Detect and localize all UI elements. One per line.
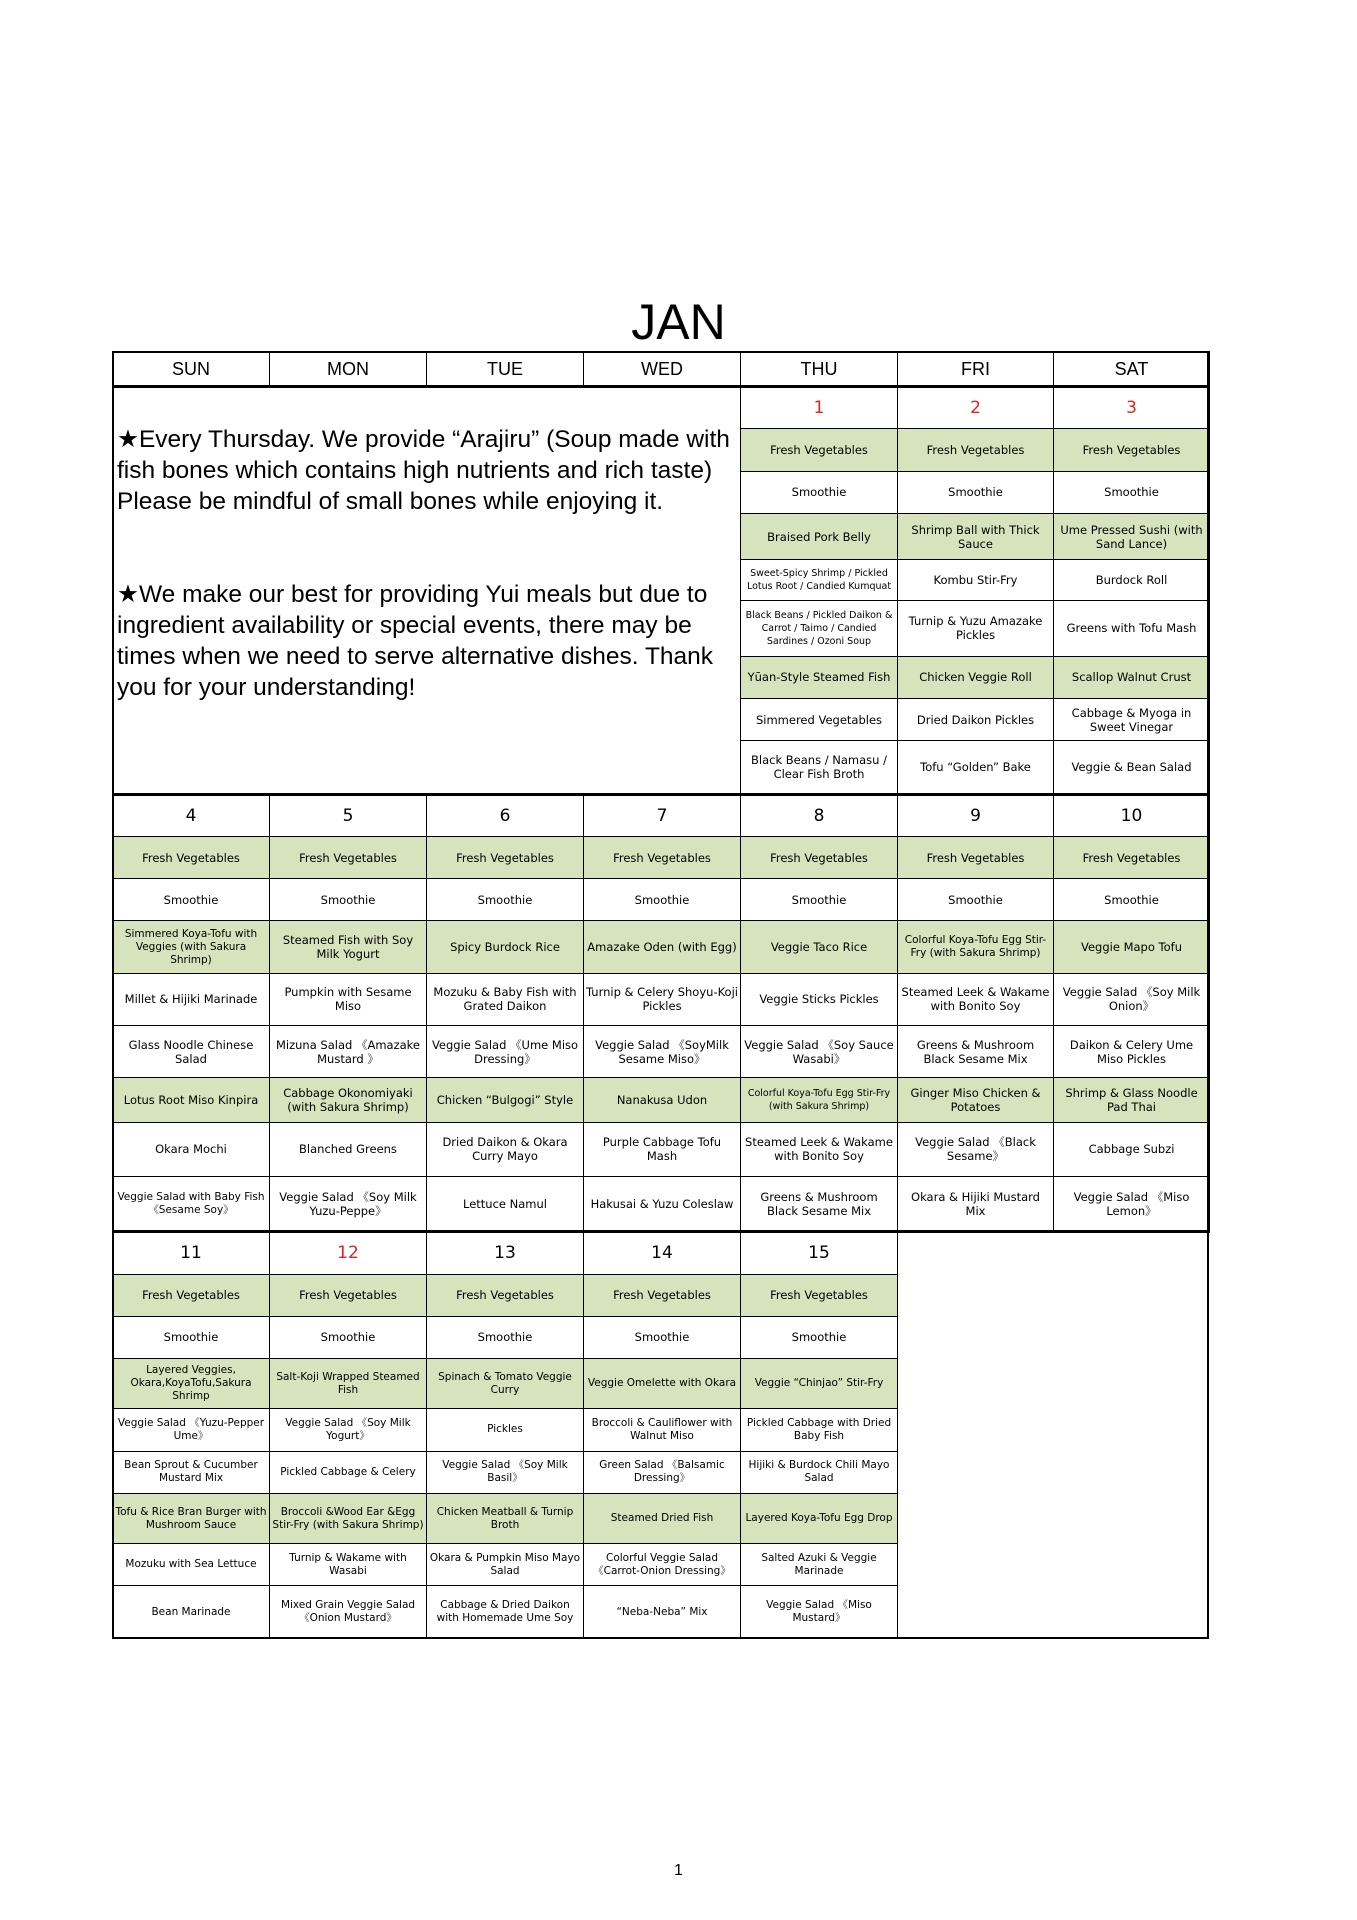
day-number: 9 bbox=[898, 794, 1054, 836]
menu-cell: Fresh Vegetables bbox=[741, 429, 898, 471]
menu-cell: Fresh Vegetables bbox=[270, 1274, 427, 1316]
menu-cell: Turnip & Celery Shoyu-Koji Pickles bbox=[584, 973, 741, 1025]
day-number: 2 bbox=[898, 387, 1054, 429]
day-number: 8 bbox=[741, 794, 898, 836]
menu-cell: Scallop Walnut Crust bbox=[1054, 656, 1210, 698]
menu-cell: Millet & Hijiki Marinade bbox=[113, 973, 270, 1025]
weekday-fri: FRI bbox=[898, 352, 1054, 387]
day-number: 11 bbox=[113, 1232, 270, 1274]
menu-cell: Mizuna Salad 《Amazake Mustard 》 bbox=[270, 1026, 427, 1078]
menu-cell: Tofu & Rice Bran Burger with Mushroom Sauce bbox=[113, 1493, 270, 1543]
menu-cell: Steamed Leek & Wakame with Bonito Soy bbox=[898, 973, 1054, 1025]
day-number: 10 bbox=[1054, 794, 1210, 836]
menu-cell: Fresh Vegetables bbox=[113, 836, 270, 878]
menu-cell: Ginger Miso Chicken & Potatoes bbox=[898, 1078, 1054, 1122]
menu-cell: Cabbage & Myoga in Sweet Vinegar bbox=[1054, 699, 1210, 741]
menu-cell: Cabbage Okonomiyaki (with Sakura Shrimp) bbox=[270, 1078, 427, 1122]
menu-cell: Cabbage & Dried Daikon with Homemade Ume Soy bbox=[427, 1586, 584, 1639]
day-number: 5 bbox=[270, 794, 427, 836]
menu-cell: Veggie Sticks Pickles bbox=[741, 973, 898, 1025]
menu-cell: Steamed Leek & Wakame with Bonito Soy bbox=[741, 1122, 898, 1176]
menu-cell: Simmered Koya-Tofu with Veggies (with Sakura Shrimp) bbox=[113, 921, 270, 973]
menu-cell: Turnip & Wakame with Wasabi bbox=[270, 1544, 427, 1586]
menu-cell: Mozuku with Sea Lettuce bbox=[113, 1544, 270, 1586]
menu-cell: Veggie & Bean Salad bbox=[1054, 741, 1210, 794]
day-number: 6 bbox=[427, 794, 584, 836]
notice-alternatives: ★We make our best for providing Yui meals but due to ingredient availability or special events, there may be times when we need to serve alternative dishes. Thank you for your understanding! bbox=[117, 581, 714, 702]
menu-cell: Smoothie bbox=[270, 1316, 427, 1358]
day-number: 13 bbox=[427, 1232, 584, 1274]
menu-cell: Dried Daikon & Okara Curry Mayo bbox=[427, 1122, 584, 1176]
menu-cell: Colorful Koya-Tofu Egg Stir-Fry (with Sakura Shrimp) bbox=[741, 1078, 898, 1122]
menu-cell: Mozuku & Baby Fish with Grated Daikon bbox=[427, 973, 584, 1025]
menu-cell: Veggie Salad 《Soy Milk Yuzu-Peppe》 bbox=[270, 1176, 427, 1231]
day-number: 3 bbox=[1054, 387, 1210, 429]
menu-cell: Mixed Grain Veggie Salad 《Onion Mustard》 bbox=[270, 1586, 427, 1639]
menu-cell: Salted Azuki & Veggie Marinade bbox=[741, 1544, 898, 1586]
empty-area bbox=[898, 1232, 1210, 1639]
menu-cell: Dried Daikon Pickles bbox=[898, 699, 1054, 741]
menu-cell: Okara & Pumpkin Miso Mayo Salad bbox=[427, 1544, 584, 1586]
menu-cell: Smoothie bbox=[584, 879, 741, 921]
menu-cell: Burdock Roll bbox=[1054, 560, 1210, 600]
menu-cell: Fresh Vegetables bbox=[1054, 836, 1210, 878]
menu-cell: Veggie Salad 《Black Sesame》 bbox=[898, 1122, 1054, 1176]
menu-cell: Shrimp Ball with Thick Sauce bbox=[898, 513, 1054, 559]
menu-cell: Smoothie bbox=[898, 879, 1054, 921]
menu-cell: Ume Pressed Sushi (with Sand Lance) bbox=[1054, 513, 1210, 559]
menu-cell: Pumpkin with Sesame Miso bbox=[270, 973, 427, 1025]
menu-cell: Broccoli &Wood Ear &Egg Stir-Fry (with Sakura Shrimp) bbox=[270, 1493, 427, 1543]
weekday-tue: TUE bbox=[427, 352, 584, 387]
menu-cell: Veggie Salad 《Miso Mustard》 bbox=[741, 1586, 898, 1639]
menu-cell: Smoothie bbox=[741, 879, 898, 921]
menu-cell: Bean Sprout & Cucumber Mustard Mix bbox=[113, 1451, 270, 1493]
menu-cell: Simmered Vegetables bbox=[741, 699, 898, 741]
menu-cell: Black Beans / Pickled Daikon & Carrot / Taimo / Candied Sardines / Ozoni Soup bbox=[741, 600, 898, 656]
menu-cell: Veggie “Chinjao” Stir-Fry bbox=[741, 1359, 898, 1409]
menu-cell: Broccoli & Cauliflower with Walnut Miso bbox=[584, 1409, 741, 1451]
menu-cell: Chicken Meatball & Turnip Broth bbox=[427, 1493, 584, 1543]
menu-cell: Tofu “Golden” Bake bbox=[898, 741, 1054, 794]
menu-cell: Pickled Cabbage with Dried Baby Fish bbox=[741, 1409, 898, 1451]
menu-cell: Veggie Salad 《Soy Milk Onion》 bbox=[1054, 973, 1210, 1025]
menu-cell: Spicy Burdock Rice bbox=[427, 921, 584, 973]
menu-cell: Greens with Tofu Mash bbox=[1054, 600, 1210, 656]
menu-cell: Smoothie bbox=[113, 1316, 270, 1358]
weekday-sun: SUN bbox=[113, 352, 270, 387]
menu-cell: Veggie Salad 《Yuzu-Pepper Ume》 bbox=[113, 1409, 270, 1451]
day-number: 14 bbox=[584, 1232, 741, 1274]
menu-cell: Smoothie bbox=[270, 879, 427, 921]
menu-cell: Fresh Vegetables bbox=[584, 836, 741, 878]
menu-cell: Okara & Hijiki Mustard Mix bbox=[898, 1176, 1054, 1231]
page-number: 1 bbox=[674, 1862, 683, 1879]
menu-cell: Turnip & Yuzu Amazake Pickles bbox=[898, 600, 1054, 656]
day-number: 12 bbox=[270, 1232, 427, 1274]
menu-cell: Greens & Mushroom Black Sesame Mix bbox=[898, 1026, 1054, 1078]
menu-cell: Smoothie bbox=[898, 471, 1054, 513]
menu-cell: Layered Veggies, Okara,KoyaTofu,Sakura Shrimp bbox=[113, 1359, 270, 1409]
menu-cell: Fresh Vegetables bbox=[898, 836, 1054, 878]
menu-cell: Greens & Mushroom Black Sesame Mix bbox=[741, 1176, 898, 1231]
menu-cell: Steamed Fish with Soy Milk Yogurt bbox=[270, 921, 427, 973]
notice-box bbox=[113, 387, 741, 794]
menu-cell: Chicken “Bulgogi” Style bbox=[427, 1078, 584, 1122]
menu-cell: Hakusai & Yuzu Coleslaw bbox=[584, 1176, 741, 1231]
menu-cell: Fresh Vegetables bbox=[741, 1274, 898, 1316]
notice-arajiru: ★Every Thursday. We provide “Arajiru” (Soup made with fish bones which contains high nutrients and rich taste) Please be mindful of small bones while enjoying it. bbox=[117, 426, 730, 516]
menu-cell: Purple Cabbage Tofu Mash bbox=[584, 1122, 741, 1176]
menu-cell: Veggie Salad 《Soy Milk Basil》 bbox=[427, 1451, 584, 1493]
menu-cell: Fresh Vegetables bbox=[741, 836, 898, 878]
menu-cell: “Neba-Neba” Mix bbox=[584, 1586, 741, 1639]
menu-cell: Sweet-Spicy Shrimp / Pickled Lotus Root / Candied Kumquat bbox=[741, 560, 898, 600]
menu-cell: Veggie Mapo Tofu bbox=[1054, 921, 1210, 973]
menu-cell: Pickled Cabbage & Celery bbox=[270, 1451, 427, 1493]
menu-cell: Okara Mochi bbox=[113, 1122, 270, 1176]
menu-cell: Fresh Vegetables bbox=[270, 836, 427, 878]
menu-cell: Smoothie bbox=[741, 1316, 898, 1358]
day-number: 4 bbox=[113, 794, 270, 836]
menu-cell: Colorful Koya-Tofu Egg Stir-Fry (with Sakura Shrimp) bbox=[898, 921, 1054, 973]
menu-cell: Steamed Dried Fish bbox=[584, 1493, 741, 1543]
weekday-mon: MON bbox=[270, 352, 427, 387]
menu-cell: Smoothie bbox=[113, 879, 270, 921]
menu-cell: Shrimp & Glass Noodle Pad Thai bbox=[1054, 1078, 1210, 1122]
menu-cell: Nanakusa Udon bbox=[584, 1078, 741, 1122]
menu-cell: Fresh Vegetables bbox=[113, 1274, 270, 1316]
month-title: JAN bbox=[631, 294, 726, 350]
menu-cell: Chicken Veggie Roll bbox=[898, 656, 1054, 698]
menu-cell: Veggie Salad 《Ume Miso Dressing》 bbox=[427, 1026, 584, 1078]
menu-cell: Veggie Salad 《Miso Lemon》 bbox=[1054, 1176, 1210, 1231]
menu-cell: Spinach & Tomato Veggie Curry bbox=[427, 1359, 584, 1409]
menu-cell: Daikon & Celery Ume Miso Pickles bbox=[1054, 1026, 1210, 1078]
day-number: 1 bbox=[741, 387, 898, 429]
menu-cell: Green Salad 《Balsamic Dressing》 bbox=[584, 1451, 741, 1493]
menu-cell: Blanched Greens bbox=[270, 1122, 427, 1176]
menu-cell: Colorful Veggie Salad 《Carrot-Onion Dressing》 bbox=[584, 1544, 741, 1586]
menu-cell: Black Beans / Namasu / Clear Fish Broth bbox=[741, 741, 898, 794]
menu-cell: Veggie Salad 《Soy Sauce Wasabi》 bbox=[741, 1026, 898, 1078]
menu-cell: Smoothie bbox=[427, 879, 584, 921]
menu-cell: Layered Koya-Tofu Egg Drop bbox=[741, 1493, 898, 1543]
menu-cell: Fresh Vegetables bbox=[584, 1274, 741, 1316]
menu-cell: Yūan-Style Steamed Fish bbox=[741, 656, 898, 698]
menu-cell: Bean Marinade bbox=[113, 1586, 270, 1639]
menu-cell: Veggie Salad with Baby Fish 《Sesame Soy》 bbox=[113, 1176, 270, 1231]
menu-cell: Smoothie bbox=[1054, 879, 1210, 921]
day-number: 15 bbox=[741, 1232, 898, 1274]
menu-cell: Kombu Stir-Fry bbox=[898, 560, 1054, 600]
menu-calendar bbox=[112, 351, 1210, 1639]
menu-cell: Fresh Vegetables bbox=[427, 836, 584, 878]
weekday-thu: THU bbox=[741, 352, 898, 387]
menu-cell: Lettuce Namul bbox=[427, 1176, 584, 1231]
menu-cell: Cabbage Subzi bbox=[1054, 1122, 1210, 1176]
menu-cell: Smoothie bbox=[1054, 471, 1210, 513]
menu-cell: Fresh Vegetables bbox=[427, 1274, 584, 1316]
menu-cell: Veggie Omelette with Okara bbox=[584, 1359, 741, 1409]
menu-cell: Smoothie bbox=[427, 1316, 584, 1358]
day-number: 7 bbox=[584, 794, 741, 836]
menu-cell: Veggie Taco Rice bbox=[741, 921, 898, 973]
menu-cell: Braised Pork Belly bbox=[741, 513, 898, 559]
menu-cell: Amazake Oden (with Egg) bbox=[584, 921, 741, 973]
menu-cell: Veggie Salad 《SoyMilk Sesame Miso》 bbox=[584, 1026, 741, 1078]
menu-cell: Fresh Vegetables bbox=[1054, 429, 1210, 471]
weekday-wed: WED bbox=[584, 352, 741, 387]
menu-cell: Salt-Koji Wrapped Steamed Fish bbox=[270, 1359, 427, 1409]
menu-cell: Glass Noodle Chinese Salad bbox=[113, 1026, 270, 1078]
menu-cell: Lotus Root Miso Kinpira bbox=[113, 1078, 270, 1122]
weekday-sat: SAT bbox=[1054, 352, 1210, 387]
menu-cell: Smoothie bbox=[741, 471, 898, 513]
menu-cell: Hijiki & Burdock Chili Mayo Salad bbox=[741, 1451, 898, 1493]
menu-cell: Veggie Salad 《Soy Milk Yogurt》 bbox=[270, 1409, 427, 1451]
menu-cell: Pickles bbox=[427, 1409, 584, 1451]
menu-cell: Fresh Vegetables bbox=[898, 429, 1054, 471]
menu-cell: Smoothie bbox=[584, 1316, 741, 1358]
